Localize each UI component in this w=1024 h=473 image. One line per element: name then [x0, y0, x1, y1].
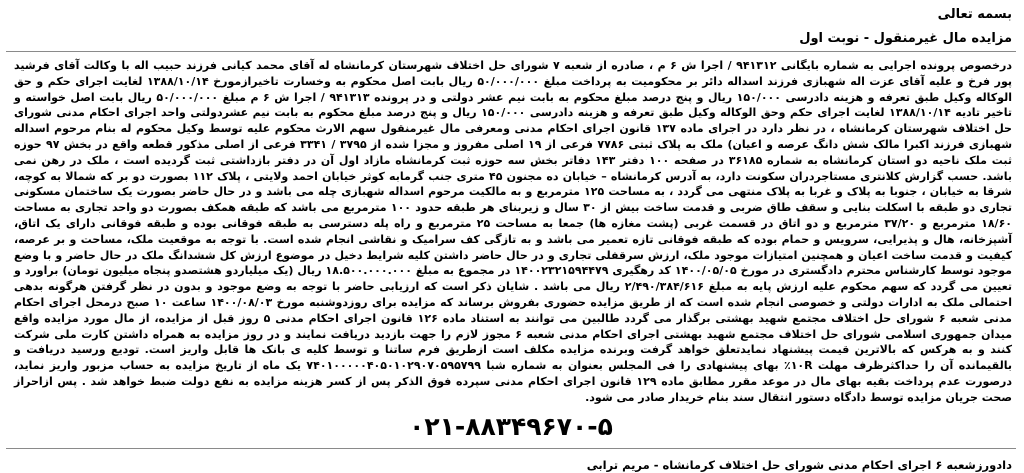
notice-body: درخصوص پرونده اجرایی به شماره بایگانی ۹۴۱۳۱۲ / اجرا ش ۶ م ، صادره از شعبه ۷ شورای حل اختلاف شهرستان کرمانشاه له آقای محمد کیانی فرزند حبیب اله با وکالت آقای فرشید پور فرخ و علیه آقای عزت اله شهبازی فرزند اسداله دائر بر محکومیت به پرداخت مبلغ ۵۰/۰۰۰/۰۰۰ ریال بابت اصل محکوم به وخسارت تاخیرازمورخ ۱۳۸۸/۱۰/۱۴ لغایت اجرای حکم و حق الوکاله وکیل طبق تعرفه و هزینه دادرسی ۱۵۰/۰۰۰ ریال و پنج درصد مبلغ محکوم به بابت نیم عشر دولتی و در پرونده ۹۴۱۳۱۳ / اجرا ش ۶ م مبلغ ۵۰/۰۰۰/۰۰۰ ریال بابت اصل خواسته و تاخیر تادیه ۱۳۸۸/۱۰/۱۴ لغایت اجرای حکم وحق الوکاله وکیل طبق تعرفه و هزینه دادرسی ۱۵۰/۰۰۰ ریال و پنج درصد مبلغ محکوم به بابت نیم عشردولتی واحد اجرای احکام مدنی شورای حل اختلاف شهرستان کرمانشاه ، در نظر دارد در اجرای ماده ۱۳۷ قانون اجرای احکام مدنی ومعرفی مال غیرمنقول سهم الارث محکوم علیه توسط وکیل محکوم له بنام مرحوم اسداله شهبازی فرزند اکبرا مالک شش دانگ عرصه و اعیان) ملک به پلاک ثبتی ۷۷۸۶ فرعی از ۱۹ اصلی مفروز و مجزا شده از ۳۷۹۵ / ۳۳۴۱ فرعی از اصلی مذکور قطعه واقع در بخش ۹۷ حوزه ثبت ملک ناحیه دو استان کرمانشاه به شماره ۳۶۱۸۵ در صفحه ۱۰۰ دفتر ۱۴۳ دفاتر بخش سه حوزه ثبت کرمانشاه مازاد اول آن در دفتر بازداشتی ثبت گردیده است ، ملک در رهن نمی باشد. حسب گزارش کلانتری مستاجردران سکونت دارد، به آدرس کرمانشاه – خیابان ده مجنون ۴۵ متری جنب گرمابه کوثر خیابان احمد ولایتی ، پلاک ۱۱۲ بصورت دو بر که شمالا به کوچه، شرقا به خیابان ، جنوبا به پلاک و غربا به پلاک منتهی می گردد ، به مساحت ۱۲۵ مترمربع و به مالکیت مرحوم اسداله شهبازی چله می باشد و در حال حاضر بصورت یک ساختمان مسکونی تجاری دو طبقه با اسکلت بنایی و سقف طاق ضربی و قدمت ساخت بیش از ۳۰ سال و زیربنای هر طبقه حدود ۱۰۰ مترمربع می باشد که طبقه همکف بصورت دو واحد تجاری به مساحت ۱۸/۶۰ مترمربع و ۳۷/۲۰ مترمربع و دو اتاق در قسمت غربی (پشت مغازه ها) جمعا به مساحت ۲۵ مترمربع و راه پله دسترسی به طبقه فوقانی بوده و طبقه فوقانی دارای یک اتاق، آشپزخانه، هال و پذیرایی، سرویس و حمام بوده که طبقه فوقانی تازه تعمیر می باشد و به تازگی کف سرامیک و نقاشی انجام شده است. با توجه به موقعیت ملک، مساحت و بر عرصه، کیفیت و قدمت ساخت اعیان و همچنین امتیازات موجود ملک، ارزش سرقفلی تجاری و در حال حاضر داشتن کلیه شرایط دخیل در موضوع ارزش کل ششدانگ ملک در حال حاضر و با وضع موجود توسط کارشناس محترم دادگستری در مورخ ۱۴۰۰/۰۵/۰۵ کد رهگیری ۱۴۰۰۲۳۲۱۵۹۴۴۷۹ در مجموع به مبلغ ۱۸.۵۰۰.۰۰۰.۰۰۰ ریال (یک میلیاردو هشتصدو پنجاه میلیون تومان) براورد و تعیین می گردد که سهم محکوم علیه ارزش پایه به مبلغ ۲/۴۹۰/۳۸۴/۶۱۶ ریال می باشد . شایان ذکر است که ارزیابی حاضر با توجه به وضع موجود و بدون در نظر گرفتن هرگونه بدهی احتمالی ملک به ادارات دولتی و خصوصی انجام شده است که از طریق مزایده حضوری بفروش برساند که مزایده برای روزدوشنبه مورخ ۱۴۰۰/۰۸/۰۳ ساعت ۱۰ صبح درمحل اجرای احکام مدنی شعبه ۶ شورای حل اختلاف مجتمع شهید بهشتی برگذار می گردد طالبین می توانند به استناد ماده ۱۲۶ قانون اجرای احکام مدنی ۵ روز قبل از مزایده، از مال مورد مزایده واقع میدان جمهوری اسلامی شورای حل اختلاف مجتمع شهید بهشتی اجرای احکام مدنی شعبه ۶ مجوز لازم را جهت بازدید دریافت نمایند و در روز مزایده به همراه داشتن کارت ملی شرکت کنند و به هرکس که بالاترین قیمت پیشنهاد نمایدتعلق خواهد گرفت وبرنده مزایده مکلف است ازطریق فرم ساتنا و توسط کلیه ی بانک ها قابل واریز است. تودیع ورسید دریافت و بالقیمانده آن را حداکثرظرف مهلت ۱۰R٪ بهای پیشنهادی را فی المجلس بعنوان به شماره شبا ۷۴۰۱۰۰۰۰۰۴۰۵۰۱۰۲۹۰۷۰۵۹۵۷۹۹ یک ماه از تاریخ مزایده به حساب مزبور واریز نماید، درصورت عدم پرداخت بقیه بهای مال در موعد مقرر مطابق ماده ۱۲۹ قانون اجرای احکام مدنی سپرده فوق الذکر پس از کسر هزینه مزایده به نفع دولت ضبط خواهد شد . پس ازاحراز صحت جریان مزایده توسط دادگاه دستور انتقال سند بنام خریدار صادر می شود.: [14, 59, 1013, 404]
bismillah-heading: بسمه تعالی: [937, 7, 1012, 22]
top-divider: [6, 51, 1016, 52]
notice-title: مزایده مال غیرمنقول - نوبت اول: [799, 31, 1012, 46]
signature-line: دادورزشعبه ۶ اجرای احکام مدنی شورای حل اختلاف کرمانشاه - مریم ترابی: [586, 457, 1012, 472]
phone-number: ۰۲۱-۸۸۳۴۹۶۷۰-۵: [409, 411, 613, 441]
bottom-divider: [6, 448, 1016, 449]
notice-page: [6, 4, 1016, 472]
